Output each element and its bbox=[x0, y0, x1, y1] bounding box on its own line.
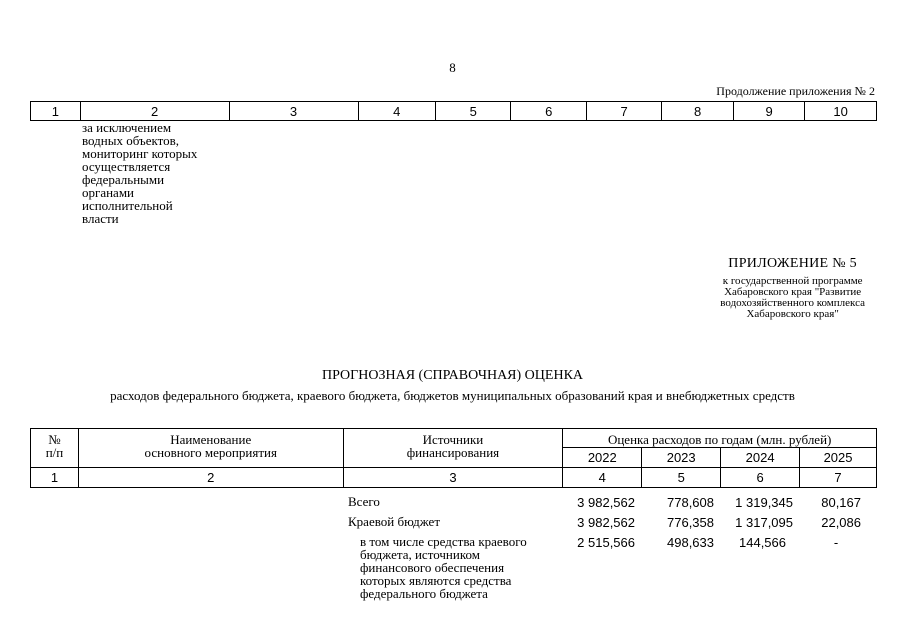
column-number: 3 bbox=[229, 102, 358, 121]
column-number: 4 bbox=[358, 102, 435, 121]
value-cell: 2 515,566 bbox=[577, 535, 635, 550]
source-label: Краевой бюджет bbox=[348, 514, 441, 529]
column-number: 9 bbox=[733, 102, 804, 121]
source-label: в том числе средства краевого бюджета, источником финансового обеспечения которых являются средства федерального бюджета bbox=[360, 534, 527, 601]
value-cell: 1 319,345 bbox=[735, 495, 793, 510]
appendix-block bbox=[720, 256, 865, 320]
document-subtitle: расходов федерального бюджета, краевого бюджета, бюджетов муниципальных образований края и внебюджетных средств bbox=[110, 388, 795, 403]
column-number: 2 bbox=[78, 468, 343, 488]
header-estimate: Оценка расходов по годам (млн. рублей) bbox=[563, 429, 877, 448]
document-title: ПРОГНОЗНАЯ (СПРАВОЧНАЯ) ОЦЕНКА bbox=[321, 368, 584, 383]
header-year: 2025 bbox=[800, 448, 877, 468]
column-number: 1 bbox=[31, 102, 81, 121]
appendix-subtitle: к государственной программе Хабаровского края "Развитие водохозяйственного комплекса Хабаровского края" bbox=[720, 275, 865, 320]
continued-cell-text: за исключением водных объектов, мониторинг которых осуществляется федеральными органами исполнительной власти bbox=[82, 120, 198, 226]
appendix-title: ПРИЛОЖЕНИЕ № 5 bbox=[728, 256, 857, 271]
source-label: Всего bbox=[348, 494, 380, 509]
header-year: 2022 bbox=[563, 448, 642, 468]
column-number: 10 bbox=[805, 102, 877, 121]
column-number: 6 bbox=[721, 468, 800, 488]
value-cell: - bbox=[833, 535, 839, 550]
column-number: 2 bbox=[80, 102, 229, 121]
column-number: 7 bbox=[586, 102, 661, 121]
page-number: 8 bbox=[449, 60, 456, 75]
continuation-label: Продолжение приложения № 2 bbox=[716, 84, 875, 98]
continued-table-header bbox=[30, 101, 877, 121]
value-cell: 80,167 bbox=[821, 495, 861, 510]
header-year: 2023 bbox=[642, 448, 721, 468]
value-cell: 498,633 bbox=[667, 535, 714, 550]
column-number: 1 bbox=[31, 468, 79, 488]
column-number: 5 bbox=[436, 102, 511, 121]
header-year: 2024 bbox=[721, 448, 800, 468]
column-number: 7 bbox=[800, 468, 877, 488]
column-number: 6 bbox=[511, 102, 586, 121]
header-number: № п/п bbox=[31, 429, 79, 468]
value-cell: 144,566 bbox=[739, 535, 786, 550]
value-cell: 1 317,095 bbox=[735, 515, 793, 530]
value-cell: 776,358 bbox=[667, 515, 714, 530]
value-cell: 3 982,562 bbox=[577, 495, 635, 510]
value-cell: 3 982,562 bbox=[577, 515, 635, 530]
column-number: 4 bbox=[563, 468, 642, 488]
header-source: Источники финансирования bbox=[343, 429, 563, 468]
column-number: 3 bbox=[343, 468, 563, 488]
column-number: 5 bbox=[642, 468, 721, 488]
column-number: 8 bbox=[662, 102, 733, 121]
expense-estimate-table bbox=[30, 428, 877, 488]
value-cell: 778,608 bbox=[667, 495, 714, 510]
value-cell: 22,086 bbox=[821, 515, 861, 530]
header-event: Наименование основного мероприятия bbox=[78, 429, 343, 468]
